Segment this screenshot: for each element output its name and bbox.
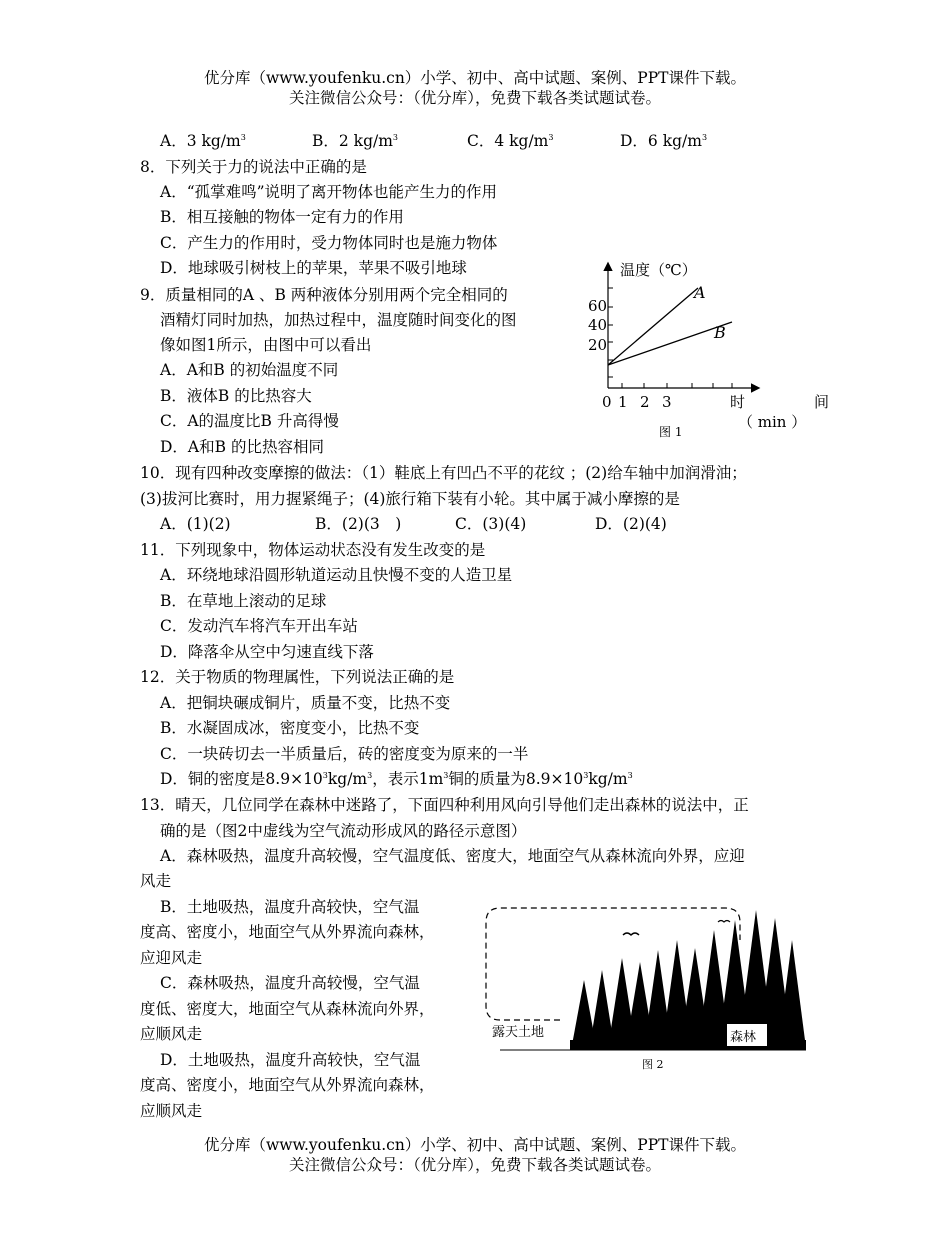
q12-stem: 12．关于物质的物理属性，下列说法正确的是 (140, 668, 455, 686)
figure-1-graph (580, 258, 840, 443)
q13-option-b-1: B．土地吸热，温度升高较快，空气温 (160, 898, 420, 916)
footer-line-2: 关注微信公众号：（优分库），免费下载各类试题试卷。 (288, 1156, 661, 1174)
bird-icon (623, 933, 639, 935)
q10-option-a: A．(1)(2) (160, 515, 231, 533)
series-b-label: B (714, 323, 726, 342)
q9-option-b: B．液体B 的比热容大 (160, 387, 312, 405)
header-line-2: 关注微信公众号：（优分库），免费下载各类试题试卷。 (288, 89, 661, 107)
q8-option-d: D．地球吸引树枝上的苹果，苹果不吸引地球 (160, 259, 467, 277)
footer-line-1: 优分库（www.youfenku.cn）小学、初中、高中试题、案例、PPT课件下载。 (203, 1136, 747, 1154)
forest-trees (570, 910, 806, 1050)
y-tick-20: 20 (588, 336, 608, 354)
q12-option-d: D．铜的密度是$8.9\times 10^3kg/m^3$，表示$1m^3$铜的质量为$8.9\times 10^3kg/m^3$ (160, 770, 633, 788)
q13-option-c-2: 度低、密度大，地面空气从森林流向外界， (140, 1000, 435, 1018)
q7-options (0, 131, 950, 151)
q9-stem-2: 酒精灯同时加热，加热过程中，温度随时间变化的图 (160, 311, 517, 329)
q12-option-a: A．把铜块碾成铜片，质量不变，比热不变 (160, 694, 451, 712)
q9-option-a: A．A和B 的初始温度不同 (160, 361, 339, 379)
q7-option-c: C．4 $kg/m^3$ (467, 132, 554, 150)
q13-option-b-3: 应迎风走 (140, 949, 203, 967)
q9-stem-3: 像如图1所示，由图中可以看出 (160, 336, 372, 354)
q10-line-2: (3)拔河比赛时，用力握紧绳子；(4)旅行箱下装有小轮。其中属于减小摩擦的是 (140, 490, 680, 508)
q13-option-c-1: C．森林吸热，温度升高较慢，空气温 (160, 974, 420, 992)
q13-option-d-2: 度高、密度小，地面空气从外界流向森林， (140, 1076, 435, 1094)
q12-option-b: B．水凝固成冰，密度变小，比热不变 (160, 719, 420, 737)
q13-option-b-2: 度高、密度小，地面空气从外界流向森林， (140, 923, 435, 941)
x-tick-1: 1 (618, 393, 628, 411)
x-axis-label-1: 时 (730, 393, 746, 411)
q13-line-2: 确的是（图2中虚线为空气流动形成风的路径示意图） (160, 822, 527, 840)
y-axis-label: 温度（℃） (620, 261, 697, 279)
figure-2-caption: 图 2 (642, 1058, 664, 1071)
q8-option-a: A．“孤掌难鸣”说明了离开物体也能产生力的作用 (160, 183, 498, 201)
figure-2-illustration (480, 900, 810, 1075)
x-axis-label-2: 间 (814, 393, 830, 411)
figure-1-caption: 图 1 (659, 425, 683, 439)
q7-option-b: B．2 $kg/m^3$ (312, 132, 399, 150)
q7-option-a: A．3 $kg/m^3$ (160, 132, 246, 150)
header-line-1: 优分库（www.youfenku.cn）小学、初中、高中试题、案例、PPT课件下载。 (203, 69, 747, 87)
label-land: 露天土地 (492, 1025, 545, 1040)
x-tick-0: 0 (602, 393, 612, 411)
q9-stem-1: 9．质量相同的A 、B 两种液体分别用两个完全相同的 (140, 286, 508, 304)
q11-option-a: A．环绕地球沿圆形轨道运动且快慢不变的人造卫星 (160, 566, 513, 584)
q9-option-c: C．A的温度比B 升高得慢 (160, 412, 339, 430)
series-a-label: A (694, 283, 706, 302)
q10-option-d: D．(2)(4) (595, 515, 667, 533)
series-a-line (608, 288, 698, 365)
bird-icon-2 (718, 921, 730, 923)
q13-option-c-3: 应顺风走 (140, 1025, 203, 1043)
q8-stem: 8．下列关于力的说法中正确的是 (140, 158, 367, 176)
q11-stem: 11．下列现象中，物体运动状态没有发生改变的是 (140, 541, 486, 559)
q11-option-d: D．降落伞从空中匀速直线下落 (160, 643, 374, 661)
q13-option-d-1: D．土地吸热，温度升高较快，空气温 (160, 1051, 421, 1069)
q13-option-a-1: A．森林吸热，温度升高较慢，空气温度低、密度大，地面空气从森林流向外界，应迎 (160, 847, 745, 865)
q11-option-b: B．在草地上滚动的足球 (160, 592, 327, 610)
q7-option-d: D．6 $kg/m^3$ (620, 132, 708, 150)
x-axis-unit: （ min ） (738, 413, 807, 431)
y-tick-40: 40 (588, 316, 608, 334)
q10-line-1: 10．现有四种改变摩擦的做法：（1）鞋底上有凹凸不平的花纹 ；(2)给车轴中加润滑油； (140, 464, 747, 482)
label-forest: 森林 (730, 1030, 757, 1045)
q10-option-b: B．(2)(3 ) (315, 515, 402, 533)
q10-option-c: C．(3)(4) (455, 515, 527, 533)
q13-option-d-3: 应顺风走 (140, 1102, 203, 1120)
q8-option-c: C．产生力的作用时，受力物体同时也是施力物体 (160, 234, 498, 252)
x-tick-3: 3 (662, 393, 672, 411)
y-tick-60: 60 (588, 297, 608, 315)
q8-option-b: B．相互接触的物体一定有力的作用 (160, 208, 404, 226)
q12-option-c: C．一块砖切去一半质量后，砖的密度变为原来的一半 (160, 745, 529, 763)
q13-line-1: 13．晴天，几位同学在森林中迷路了，下面四种利用风向引导他们走出森林的说法中，正 (140, 796, 749, 814)
x-tick-2: 2 (640, 393, 650, 411)
q9-option-d: D．A和B 的比热容相同 (160, 438, 324, 456)
q13-option-a-2: 风走 (140, 872, 172, 890)
q11-option-c: C．发动汽车将汽车开出车站 (160, 617, 358, 635)
